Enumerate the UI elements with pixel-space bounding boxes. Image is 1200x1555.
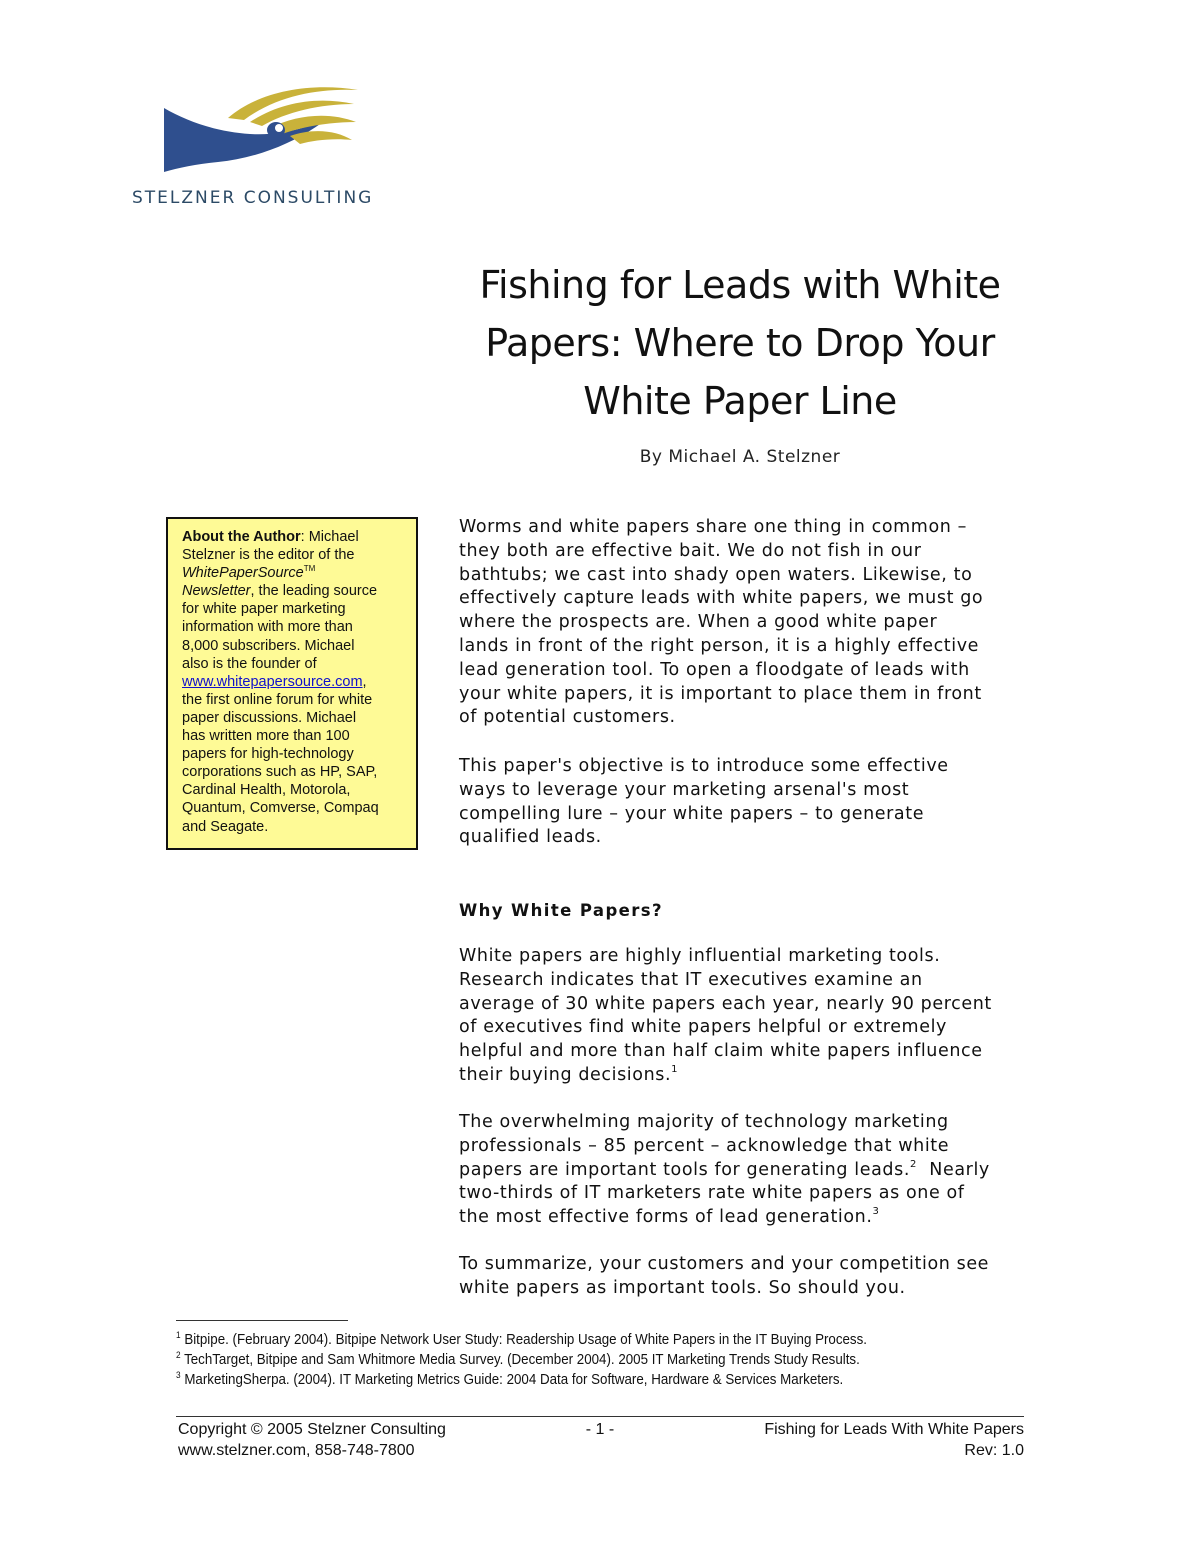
- author-text: Stelzner is the editor of the: [182, 547, 355, 564]
- title-line: Papers: Where to Drop Your: [485, 321, 995, 365]
- author-text: Cardinal Health, Motorola,: [182, 782, 351, 799]
- footer-contact: www.stelzner.com, 858-748-7800: [178, 1442, 415, 1459]
- body-line: bathtubs; we cast into shady open waters. Likewise, to: [459, 564, 973, 585]
- footnote-text: Bitpipe. (February 2004). Bitpipe Network User Study: Readership Usage of White Papers in the IT Buying Process.: [180, 1332, 867, 1348]
- body-line: This paper's objective is to introduce some effective: [459, 756, 949, 776]
- body-line: To summarize, your customers and your competition see: [459, 1254, 990, 1274]
- section-paragraph-2: [459, 1111, 990, 1230]
- body-line: two-thirds of IT marketers rate white papers as one of: [459, 1183, 965, 1204]
- body-text: Nearly: [916, 1159, 990, 1180]
- body-line: of potential customers.: [459, 707, 676, 728]
- author-text: information with more than: [182, 619, 353, 636]
- footer-doc-title: Fishing for Leads With White Papers: [764, 1421, 1024, 1438]
- footnote-divider: [176, 1320, 348, 1321]
- about-author-box: [166, 517, 418, 850]
- body-line: effectively capture leads with white papers, we must go: [459, 588, 984, 609]
- body-line: compelling lure – your white papers – to generate: [459, 803, 925, 824]
- footnote: [176, 1350, 867, 1370]
- author-text: papers for high-technology: [182, 746, 354, 763]
- body-line: lands in front of the right person, it is a highly effective: [459, 635, 980, 656]
- body-text: papers are important tools for generating leads.: [459, 1159, 910, 1180]
- author-text: and Seagate.: [182, 818, 269, 835]
- logo-wordmark: STELZNER CONSULTING: [132, 188, 374, 208]
- footer-copyright: Copyright © 2005 Stelzner Consulting: [178, 1421, 446, 1438]
- body-line: ways to leverage your marketing arsenal's most: [459, 779, 910, 800]
- body-line: of executives find white papers helpful or extremely: [459, 1017, 947, 1038]
- body-line: Research indicates that IT executives examine an: [459, 969, 923, 990]
- footnote-number: 3: [176, 1370, 181, 1380]
- company-logo: [128, 82, 388, 212]
- footnote-ref: 2: [910, 1158, 917, 1170]
- author-text: also is the founder of: [182, 655, 317, 672]
- body-line: professionals – 85 percent – acknowledge that white: [459, 1135, 950, 1156]
- byline: By Michael A. Stelzner: [639, 447, 841, 467]
- footnote-number: 2: [176, 1350, 181, 1360]
- body-line: The overwhelming majority of technology marketing: [459, 1112, 949, 1132]
- footnote-ref: 3: [872, 1206, 880, 1218]
- body-line: lead generation tool. To open a floodgate of leads with: [459, 659, 970, 680]
- whitepapersource-link[interactable]: www.whitepapersource.com: [182, 673, 363, 690]
- author-text: Quantum, Comverse, Compaq: [182, 800, 379, 817]
- section-paragraph-3: [459, 1253, 989, 1301]
- author-box-heading: About the Author: [182, 529, 301, 545]
- author-text: : Michael: [300, 529, 359, 545]
- trademark: TM: [303, 564, 316, 574]
- body-line: [459, 1064, 992, 1088]
- footnote-number: 1: [176, 1330, 181, 1340]
- author-text: 8,000 subscribers. Michael: [182, 637, 355, 654]
- newsletter-name: WhitePaperSource: [182, 565, 304, 582]
- footnote: [176, 1370, 867, 1390]
- newsletter-word: Newsletter: [182, 583, 251, 600]
- footnotes: [176, 1330, 867, 1390]
- section-paragraph-1: [459, 945, 992, 1088]
- intro-paragraph-2: [459, 755, 949, 850]
- title-line: Fishing for Leads with White: [479, 263, 1001, 307]
- footer-revision: Rev: 1.0: [964, 1442, 1024, 1459]
- footnote: [176, 1330, 867, 1350]
- body-line: helpful and more than half claim white papers influence: [459, 1041, 983, 1062]
- body-line: [459, 1206, 990, 1230]
- author-text: has written more than 100: [182, 728, 350, 745]
- footnote-ref: 1: [671, 1063, 679, 1075]
- body-line: they both are effective bait. We do not fish in our: [459, 540, 922, 561]
- author-text: ,: [362, 673, 367, 690]
- author-text: paper discussions. Michael: [182, 709, 357, 726]
- body-line: white papers as important tools. So should you.: [459, 1277, 906, 1298]
- body-line: qualified leads.: [459, 827, 602, 848]
- author-text: , the leading source: [250, 583, 378, 600]
- footnote-text: MarketingSherpa. (2004). IT Marketing Metrics Guide: 2004 Data for Software, Hardware & Services Marketers.: [180, 1372, 844, 1388]
- footer-right: [764, 1419, 1024, 1461]
- body-text: their buying decisions.: [459, 1064, 672, 1085]
- author-text: corporations such as HP, SAP,: [182, 764, 378, 781]
- intro-paragraph-1: [459, 516, 983, 730]
- section-heading: Why White Papers?: [459, 901, 663, 920]
- page-number: - 1 -: [585, 1421, 615, 1438]
- body-line: average of 30 white papers each year, nearly 90 percent: [459, 993, 992, 1014]
- body-line: your white papers, it is important to place them in front: [459, 683, 982, 704]
- body-line: [459, 1159, 990, 1183]
- page-footer: [176, 1419, 1024, 1463]
- body-line: where the prospects are. When a good white paper: [459, 612, 938, 633]
- author-text: for white paper marketing: [182, 601, 346, 618]
- body-text: the most effective forms of lead generation.: [459, 1207, 873, 1228]
- footer-divider: [176, 1416, 1024, 1417]
- footnote-text: TechTarget, Bitpipe and Sam Whitmore Media Survey. (December 2004). 2005 IT Marketing Trends Study Results.: [180, 1352, 860, 1368]
- logo-swoosh-icon: [158, 82, 358, 172]
- author-text: the first online forum for white: [182, 691, 373, 708]
- body-line: Worms and white papers share one thing in common –: [459, 517, 967, 537]
- body-line: White papers are highly influential marketing tools.: [459, 946, 941, 966]
- document-title: [440, 256, 1040, 430]
- title-line: White Paper Line: [583, 379, 897, 423]
